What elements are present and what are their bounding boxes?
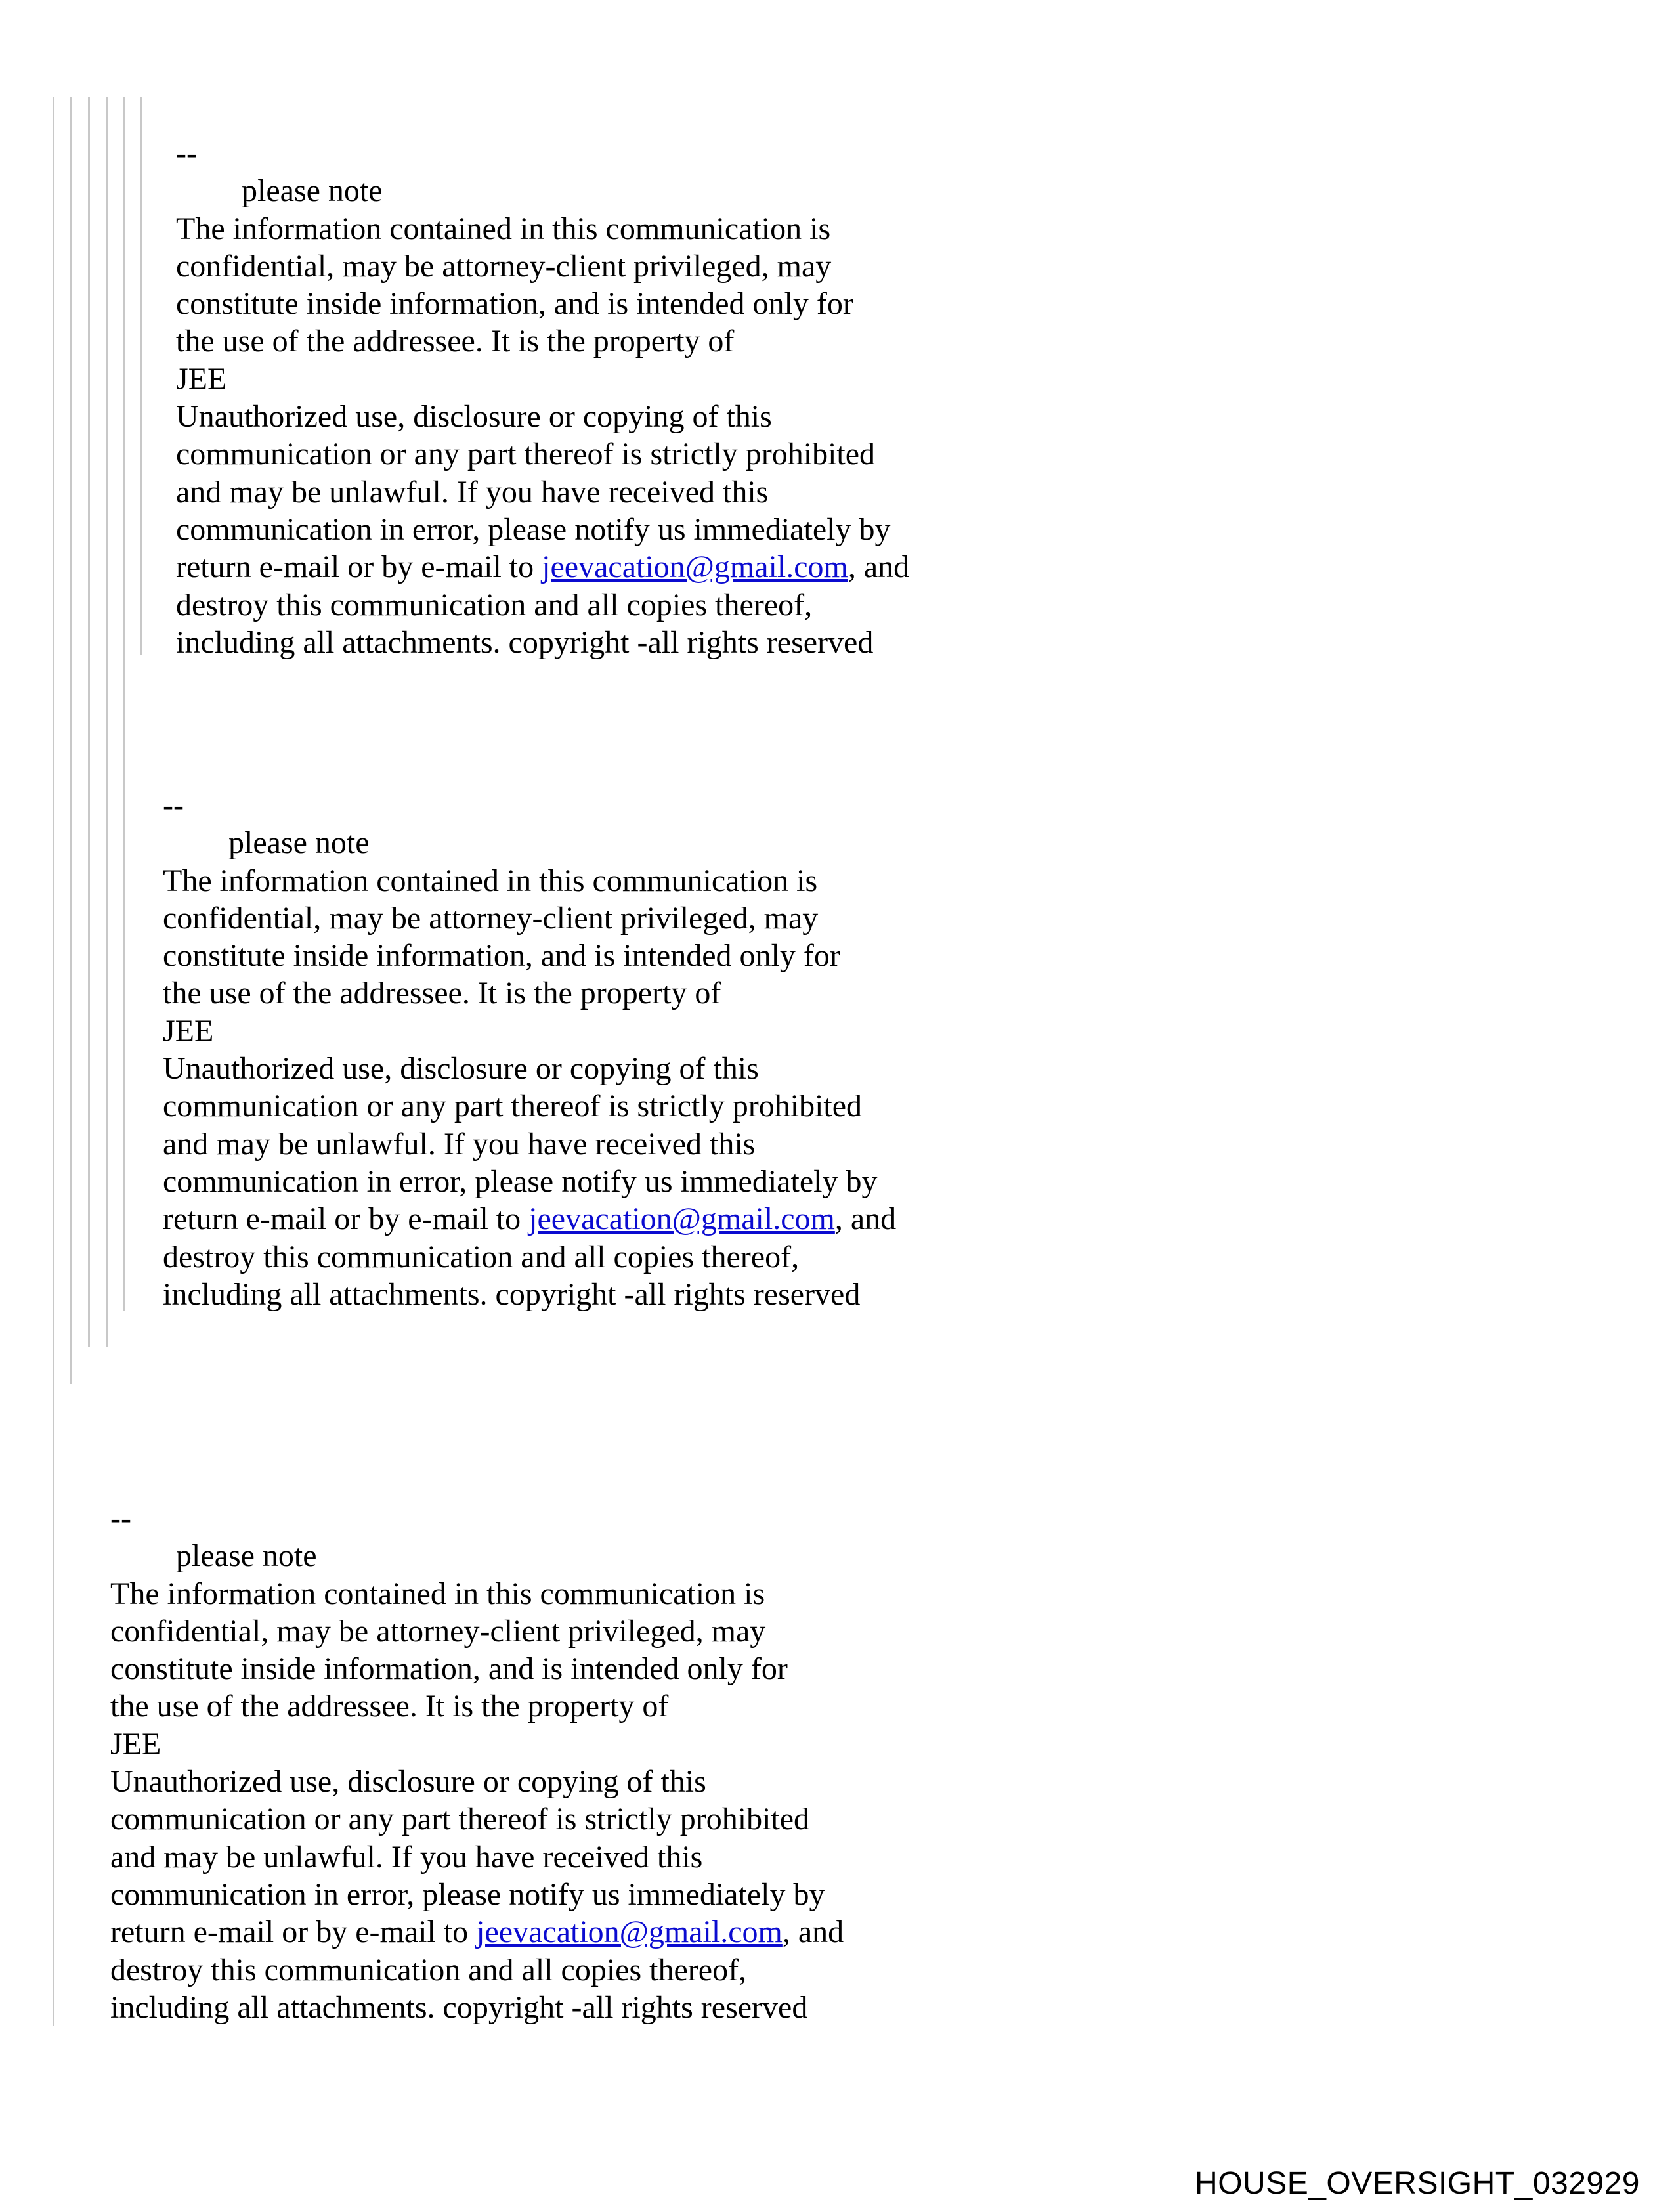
separator: -- [176,136,197,171]
quote-bar-level-1 [53,97,54,2026]
confidentiality-notice-block [110,1500,844,2026]
notice-line: destroy this communication and all copies thereof, [176,587,813,622]
notice-line: destroy this communication and all copies thereof, [163,1239,800,1274]
notice-line: Unauthorized use, disclosure or copying of this [163,1051,759,1087]
separator: -- [163,788,184,823]
notice-line: communication in error, please notify us immediately by [110,1876,825,1912]
notice-line: confidential, may be attorney-client privileged, may [176,248,832,284]
email-line [163,1200,896,1238]
email-line [176,548,909,586]
email-prefix: return e-mail or by e-mail to [110,1915,477,1950]
notice-line: confidential, may be attorney-client privileged, may [163,900,819,936]
confidentiality-notice-block [163,787,896,1313]
notice-line: JEE [176,361,227,397]
email-line [110,1913,844,1951]
notice-line: constitute inside information, and is intended only for [110,1651,788,1687]
notice-line: constitute inside information, and is intended only for [176,286,853,322]
notice-line: including all attachments. copyright -all rights reserved [110,1989,808,2025]
quote-bar-level-5 [123,97,125,1311]
quote-bar-level-2 [70,97,72,1384]
notice-line: communication in error, please notify us immediately by [176,511,891,547]
email-suffix: , and [848,550,910,585]
notice-line: Unauthorized use, disclosure or copying of this [110,1764,706,1800]
email-prefix: return e-mail or by e-mail to [163,1202,529,1237]
notice-line: and may be unlawful. If you have received this [163,1126,756,1161]
notice-line: destroy this communication and all copies thereof, [110,1952,747,1987]
notice-line: the use of the addressee. It is the property of [176,324,735,359]
note-heading: please note [242,173,383,209]
notice-line: constitute inside information, and is intended only for [163,938,840,974]
notice-line: Unauthorized use, disclosure or copying of this [176,399,772,435]
notice-line: The information contained in this communication is [110,1576,765,1611]
separator: -- [110,1501,131,1536]
notice-line: communication in error, please notify us immediately by [163,1163,878,1199]
notice-line: communication or any part thereof is strictly prohibited [163,1089,863,1124]
notice-line: The information contained in this communication is [176,211,831,246]
quote-bar-level-4 [106,97,108,1347]
notice-line: the use of the addressee. It is the property of [110,1689,669,1724]
email-link[interactable]: jeevacation@gmail.com [528,1202,835,1237]
notice-line: communication or any part thereof is strictly prohibited [176,437,876,472]
notice-line: including all attachments. copyright -all rights reserved [176,624,874,660]
email-prefix: return e-mail or by e-mail to [176,550,542,585]
email-suffix: , and [834,1202,897,1237]
quote-bar-level-3 [88,97,90,1347]
notice-line: and may be unlawful. If you have received this [176,474,769,510]
bates-number: HOUSE_OVERSIGHT_032929 [1195,2166,1640,2201]
quote-bar-level-6 [140,97,142,655]
notice-line: confidential, may be attorney-client privileged, may [110,1613,766,1649]
notice-line: The information contained in this communication is [163,863,818,898]
notice-line: including all attachments. copyright -all rights reserved [163,1276,861,1312]
email-link[interactable]: jeevacation@gmail.com [476,1915,783,1950]
note-heading: please note [228,825,370,861]
notice-line: communication or any part thereof is strictly prohibited [110,1802,810,1837]
notice-line: and may be unlawful. If you have received this [110,1839,703,1875]
notice-line: JEE [163,1013,214,1049]
email-suffix: , and [782,1915,844,1950]
notice-line: JEE [110,1726,161,1762]
email-link[interactable]: jeevacation@gmail.com [542,550,848,585]
note-heading: please note [176,1538,317,1574]
confidentiality-notice-block [176,135,909,661]
notice-line: the use of the addressee. It is the property of [163,976,721,1011]
